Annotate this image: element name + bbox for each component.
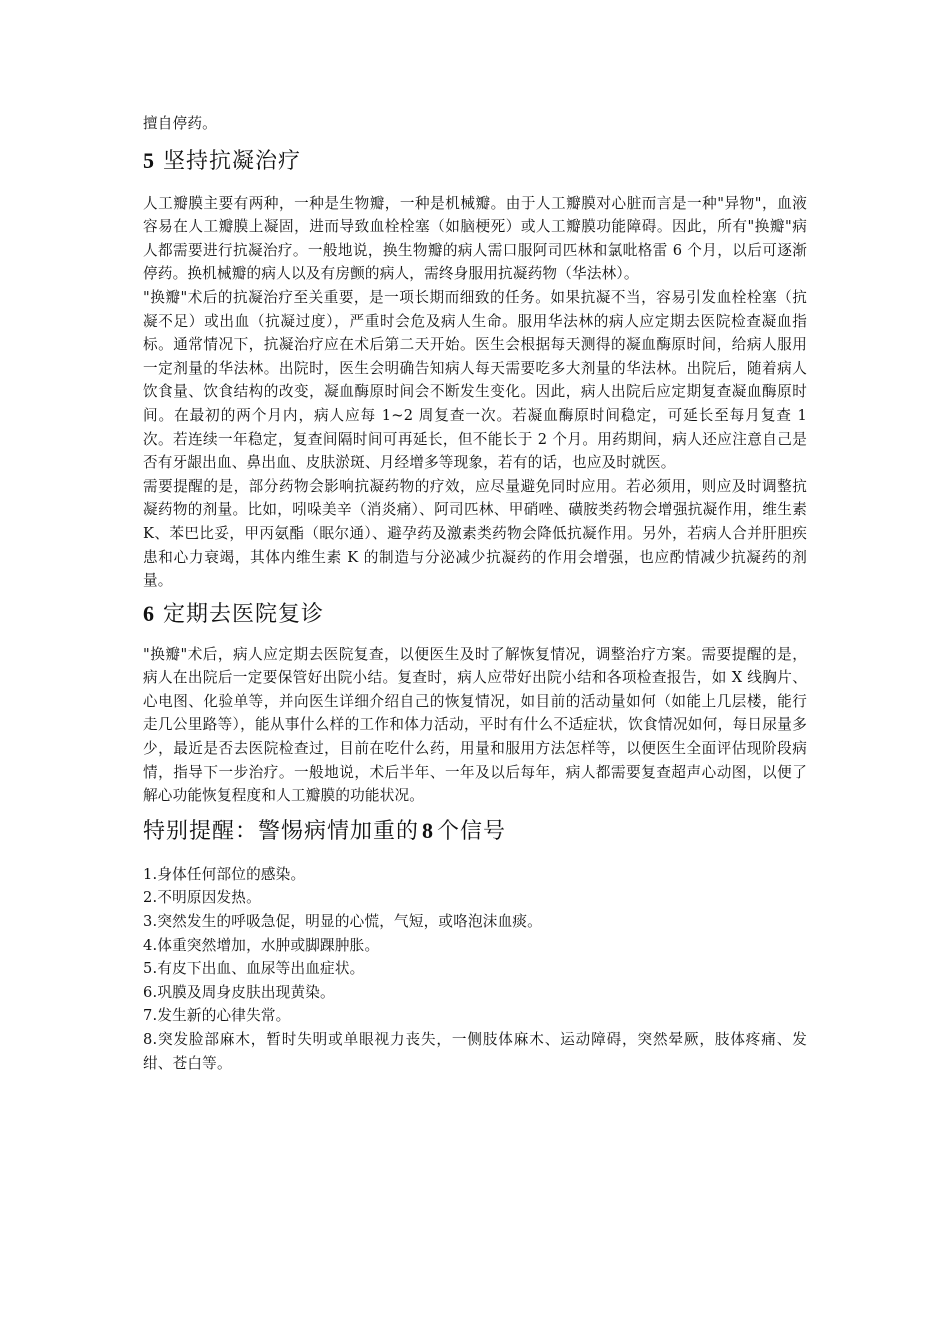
section-5-title: 坚持抗凝治疗: [163, 148, 302, 174]
section-5-heading: [143, 146, 807, 177]
warning-signal-item: 8.突发脸部麻木，暂时失明或单眼视力丧失，一侧肢体麻木、运动障碍，突然晕厥，肢体疼痛、发绀、苍白等。: [143, 1031, 807, 1072]
section-6-title: 定期去医院复诊: [163, 601, 325, 627]
alert-title-number: 8: [422, 817, 435, 843]
intro-tail-text: 擅自停药。: [143, 115, 217, 132]
section-6-paragraph: "换瓣"术后，病人应定期去医院复查，以便医生及时了解恢复情况，调整治疗方案。需要提醒的是，病人在出院后一定要保管好出院小结。复查时，病人应带好出院小结和各项检查报告，如 X 线胸片、心电图、化验单等，并向医生详细介绍自己的恢复情况，如目前的活动量如何（如能上几层楼，能行走几公里路等），能从事什么样的工作和体力活动，平时有什么不适症状，饮食情况如何，每日尿量多少，最近是否去医院检查过，目前在吃什么药，用量和服用方法怎样等，以便医生全面评估现阶段病情，指导下一步治疗。一般地说，术后半年、一年及以后每年，病人都需要复查超声心动图，以便了解心功能恢复程度和人工瓣膜的功能状况。: [143, 645, 807, 805]
warning-signal-item: 1.身体任何部位的感染。: [143, 865, 306, 883]
alert-title-after: 个信号: [437, 818, 507, 844]
alert-heading: [143, 816, 807, 847]
section-6-number: 6: [143, 600, 155, 626]
section-5-number: 5: [143, 147, 155, 173]
warning-signal-item: 6.巩膜及周身皮肤出现黄染。: [143, 983, 335, 1001]
warning-signal-item: 4.体重突然增加，水肿或脚踝肿胀。: [143, 936, 380, 954]
section-6-heading: [143, 599, 807, 630]
warning-signal-item: 5.有皮下出血、血尿等出血症状。: [143, 960, 365, 978]
section-5-paragraph: 需要提醒的是，部分药物会影响抗凝药物的疗效，应尽量避免同时应用。若必须用，则应及时调整抗凝药物的剂量。比如，吲哚美辛（消炎痛）、阿司匹林、甲硝唑、磺胺类药物会增强抗凝作用，维生素 K、苯巴比妥，甲丙氨酯（眠尔通）、避孕药及激素类药物会降低抗凝作用。另外，若病人合并肝胆疾患和心力衰竭，其体内维生素 K 的制造与分泌减少抗凝药的作用会增强，也应酌情减少抗凝药的剂量。: [143, 477, 807, 590]
section-5-paragraph: "换瓣"术后的抗凝治疗至关重要，是一项长期而细致的任务。如果抗凝不当，容易引发血栓栓塞（抗凝不足）或出血（抗凝过度），严重时会危及病人生命。服用华法林的病人应定期去医院检查凝血指标。通常情况下，抗凝治疗应在术后第二天开始。医生会根据每天测得的凝血酶原时间，给病人服用一定剂量的华法林。出院时，医生会明确告知病人每天需要吃多大剂量的华法林。出院后，随着病人饮食量、饮食结构的改变，凝血酶原时间会不断发生变化。因此，病人出院后应定期复查凝血酶原时间。在最初的两个月内，病人应每 1~2 周复查一次。若凝血酶原时间稳定，可延长至每月复查 1 次。若连续一年稳定，复查间隔时间可再延长，但不能长于 2 个月。用药期间，病人还应注意自己是否有牙龈出血、鼻出血、皮肤淤斑、月经增多等现象，若有的话，也应及时就医。: [143, 288, 807, 472]
warning-signal-item: 3.突然发生的呼吸急促，明显的心慌，气短，或咯泡沫血痰。: [143, 913, 542, 931]
warning-signal-item: 2.不明原因发热。: [143, 889, 261, 907]
warning-signals-list: [143, 863, 807, 1075]
document-page: [143, 112, 807, 1075]
alert-title-before: 特别提醒：警惕病情加重的: [143, 818, 420, 844]
warning-signal-item: 7.发生新的心律失常。: [143, 1007, 291, 1025]
section-5-paragraph: 人工瓣膜主要有两种，一种是生物瓣，一种是机械瓣。由于人工瓣膜对心脏而言是一种"异物"，血液容易在人工瓣膜上凝固，进而导致血栓栓塞（如脑梗死）或人工瓣膜功能障碍。因此，所有"换瓣"病人都需要进行抗凝治疗。一般地说，换生物瓣的病人需口服阿司匹林和氯吡格雷 6 个月，以后可逐渐停药。换机械瓣的病人以及有房颤的病人，需终身服用抗凝药物（华法林）。: [143, 194, 807, 283]
